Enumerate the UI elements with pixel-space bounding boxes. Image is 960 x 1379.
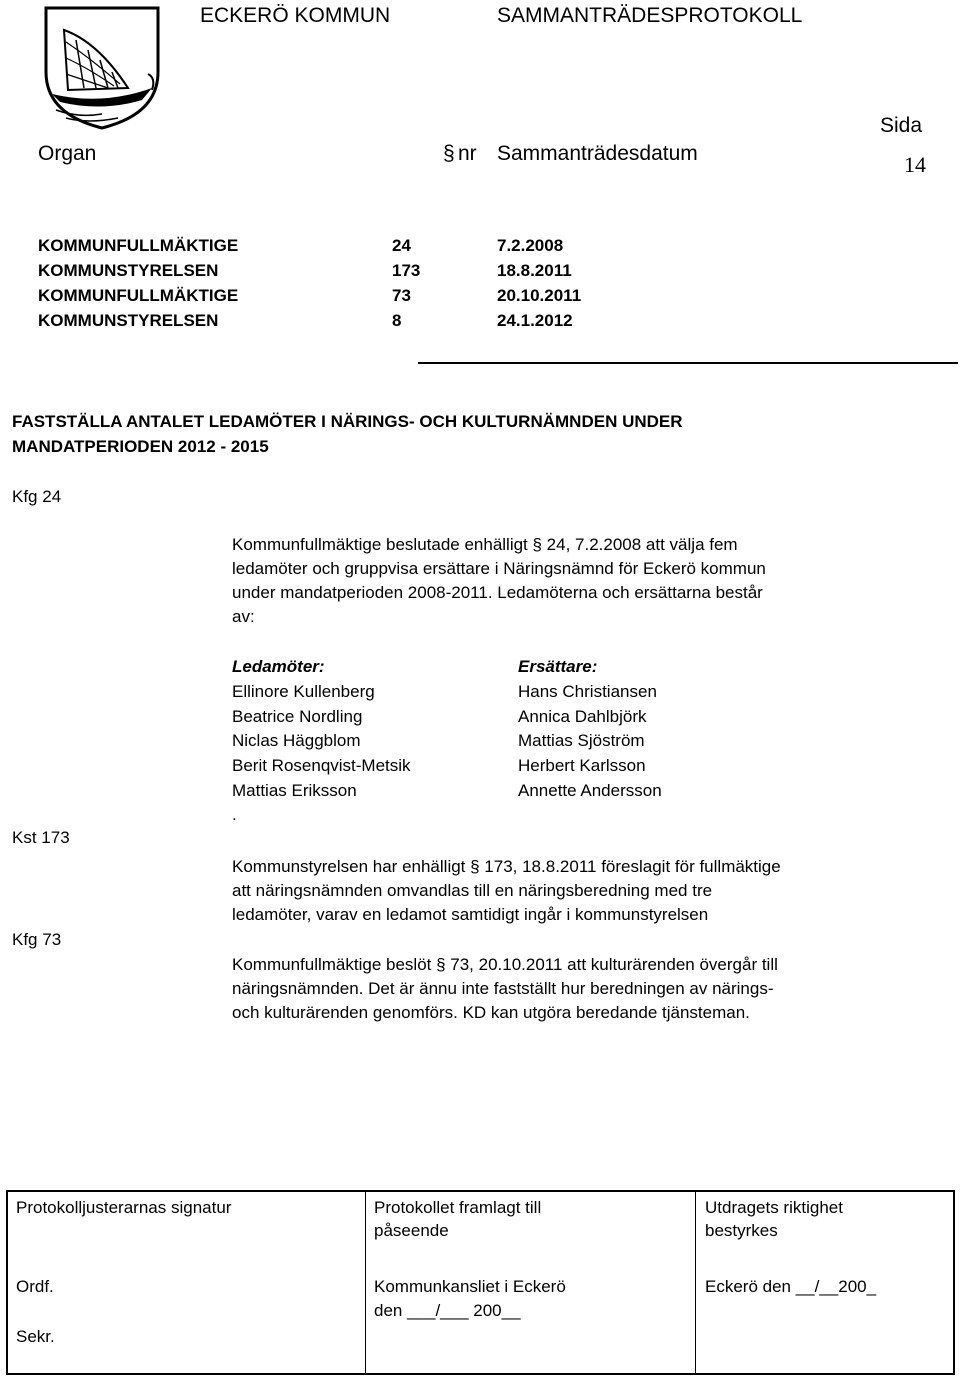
registry-date: 7.2.2008 — [497, 236, 564, 255]
member-name: Berit Rosenqvist-Metsik — [232, 756, 411, 775]
municipality-name: ECKERÖ KOMMUN — [200, 4, 391, 27]
chair-label: Ordf. — [16, 1277, 54, 1296]
paragraph-line: näringsnämnden. Det är ännu inte fastställt hur beredningen av närings- — [232, 979, 774, 998]
signature-title: Protokolljusterarnas signatur — [16, 1198, 232, 1217]
substitute-name: Annette Andersson — [518, 781, 662, 800]
member-name: Beatrice Nordling — [232, 707, 363, 726]
trailing-dot: . — [232, 805, 237, 824]
meeting-date-label: Sammanträdesdatum — [497, 142, 698, 165]
paragraph-kfg-2011 — [232, 953, 932, 1025]
posted-title-line2: påseende — [374, 1221, 449, 1240]
page-number: 14 — [904, 152, 926, 177]
registry-nr: 173 — [392, 261, 421, 280]
registry-organ: KOMMUNFULLMÄKTIGE — [38, 286, 239, 305]
secretary-label: Sekr. — [16, 1327, 55, 1346]
paragraph-line: under mandatperioden 2008-2011. Ledamöterna och ersättarna består — [232, 583, 763, 602]
paragraph-line: och kulturärenden genomförs. KD kan utgöra beredande tjänsteman. — [232, 1003, 750, 1022]
member-name: Mattias Eriksson — [232, 781, 357, 800]
certified-title-line1: Utdragets riktighet — [705, 1198, 843, 1217]
table-divider — [365, 1192, 366, 1373]
ref-kfg73: Kfg 73 — [12, 930, 62, 949]
certified-date-line: Eckerö den __/__200_ — [705, 1277, 877, 1296]
organ-label: Organ — [38, 142, 97, 165]
member-name: Ellinore Kullenberg — [232, 682, 375, 701]
members-heading: Ledamöter: — [232, 657, 325, 676]
paragraph-decision-2008 — [232, 533, 932, 629]
substitute-name: Annica Dahlbjörk — [518, 707, 647, 726]
registry-organ: KOMMUNFULLMÄKTIGE — [38, 236, 239, 255]
municipal-logo — [38, 2, 166, 130]
paragraph-line: ledamöter och gruppvisa ersättare i Näringsnämnd för Eckerö kommun — [232, 559, 766, 578]
substitutes-heading: Ersättare: — [518, 657, 598, 676]
ref-kfg24: Kfg 24 — [12, 487, 62, 506]
registry-date: 18.8.2011 — [497, 261, 572, 280]
registry-nr: 8 — [392, 311, 402, 330]
registry-nr: 24 — [392, 236, 411, 255]
registry-date: 24.1.2012 — [497, 311, 573, 330]
registry-nr: 73 — [392, 286, 411, 305]
page-label: Sida — [880, 114, 923, 137]
substitute-name: Hans Christiansen — [518, 682, 657, 701]
paragraph-line: ledamöter, varav en ledamot samtidigt ingår i kommunstyrelsen — [232, 905, 709, 924]
ref-kst173: Kst 173 — [12, 828, 70, 847]
section-symbol: § — [443, 142, 455, 165]
registry-organ: KOMMUNSTYRELSEN — [38, 261, 219, 280]
office-date-line: den ___/___ 200__ — [374, 1301, 521, 1320]
nr-label: nr — [458, 142, 477, 165]
paragraph-line: av: — [232, 607, 255, 626]
office-line1: Kommunkansliet i Eckerö — [374, 1277, 566, 1296]
member-name: Niclas Häggblom — [232, 731, 361, 750]
substitute-name: Herbert Karlsson — [518, 756, 646, 775]
certified-title-line2: bestyrkes — [705, 1221, 778, 1240]
paragraph-line: Kommunstyrelsen har enhälligt § 173, 18.8.2011 föreslagit för fullmäktige — [232, 857, 781, 876]
header-divider — [418, 362, 958, 364]
section-heading-line2: MANDATPERIODEN 2012 - 2015 — [12, 437, 269, 456]
paragraph-line: Kommunfullmäktige beslöt § 73, 20.10.2011 att kulturärenden övergår till — [232, 955, 778, 974]
paragraph-kst-2011 — [232, 855, 932, 927]
document-type: SAMMANTRÄDESPROTOKOLL — [497, 4, 803, 27]
paragraph-line: Kommunfullmäktige beslutade enhälligt § 24, 7.2.2008 att välja fem — [232, 535, 738, 554]
registry-organ: KOMMUNSTYRELSEN — [38, 311, 219, 330]
signature-table — [6, 1190, 955, 1375]
registry-date: 20.10.2011 — [497, 286, 582, 305]
substitute-name: Mattias Sjöström — [518, 731, 645, 750]
paragraph-line: att näringsnämnden omvandlas till en näringsberedning med tre — [232, 881, 713, 900]
table-divider — [695, 1192, 696, 1373]
posted-title-line1: Protokollet framlagt till — [374, 1198, 542, 1217]
section-heading-line1: FASTSTÄLLA ANTALET LEDAMÖTER I NÄRINGS- OCH KULTURNÄMNDEN UNDER — [12, 412, 683, 431]
